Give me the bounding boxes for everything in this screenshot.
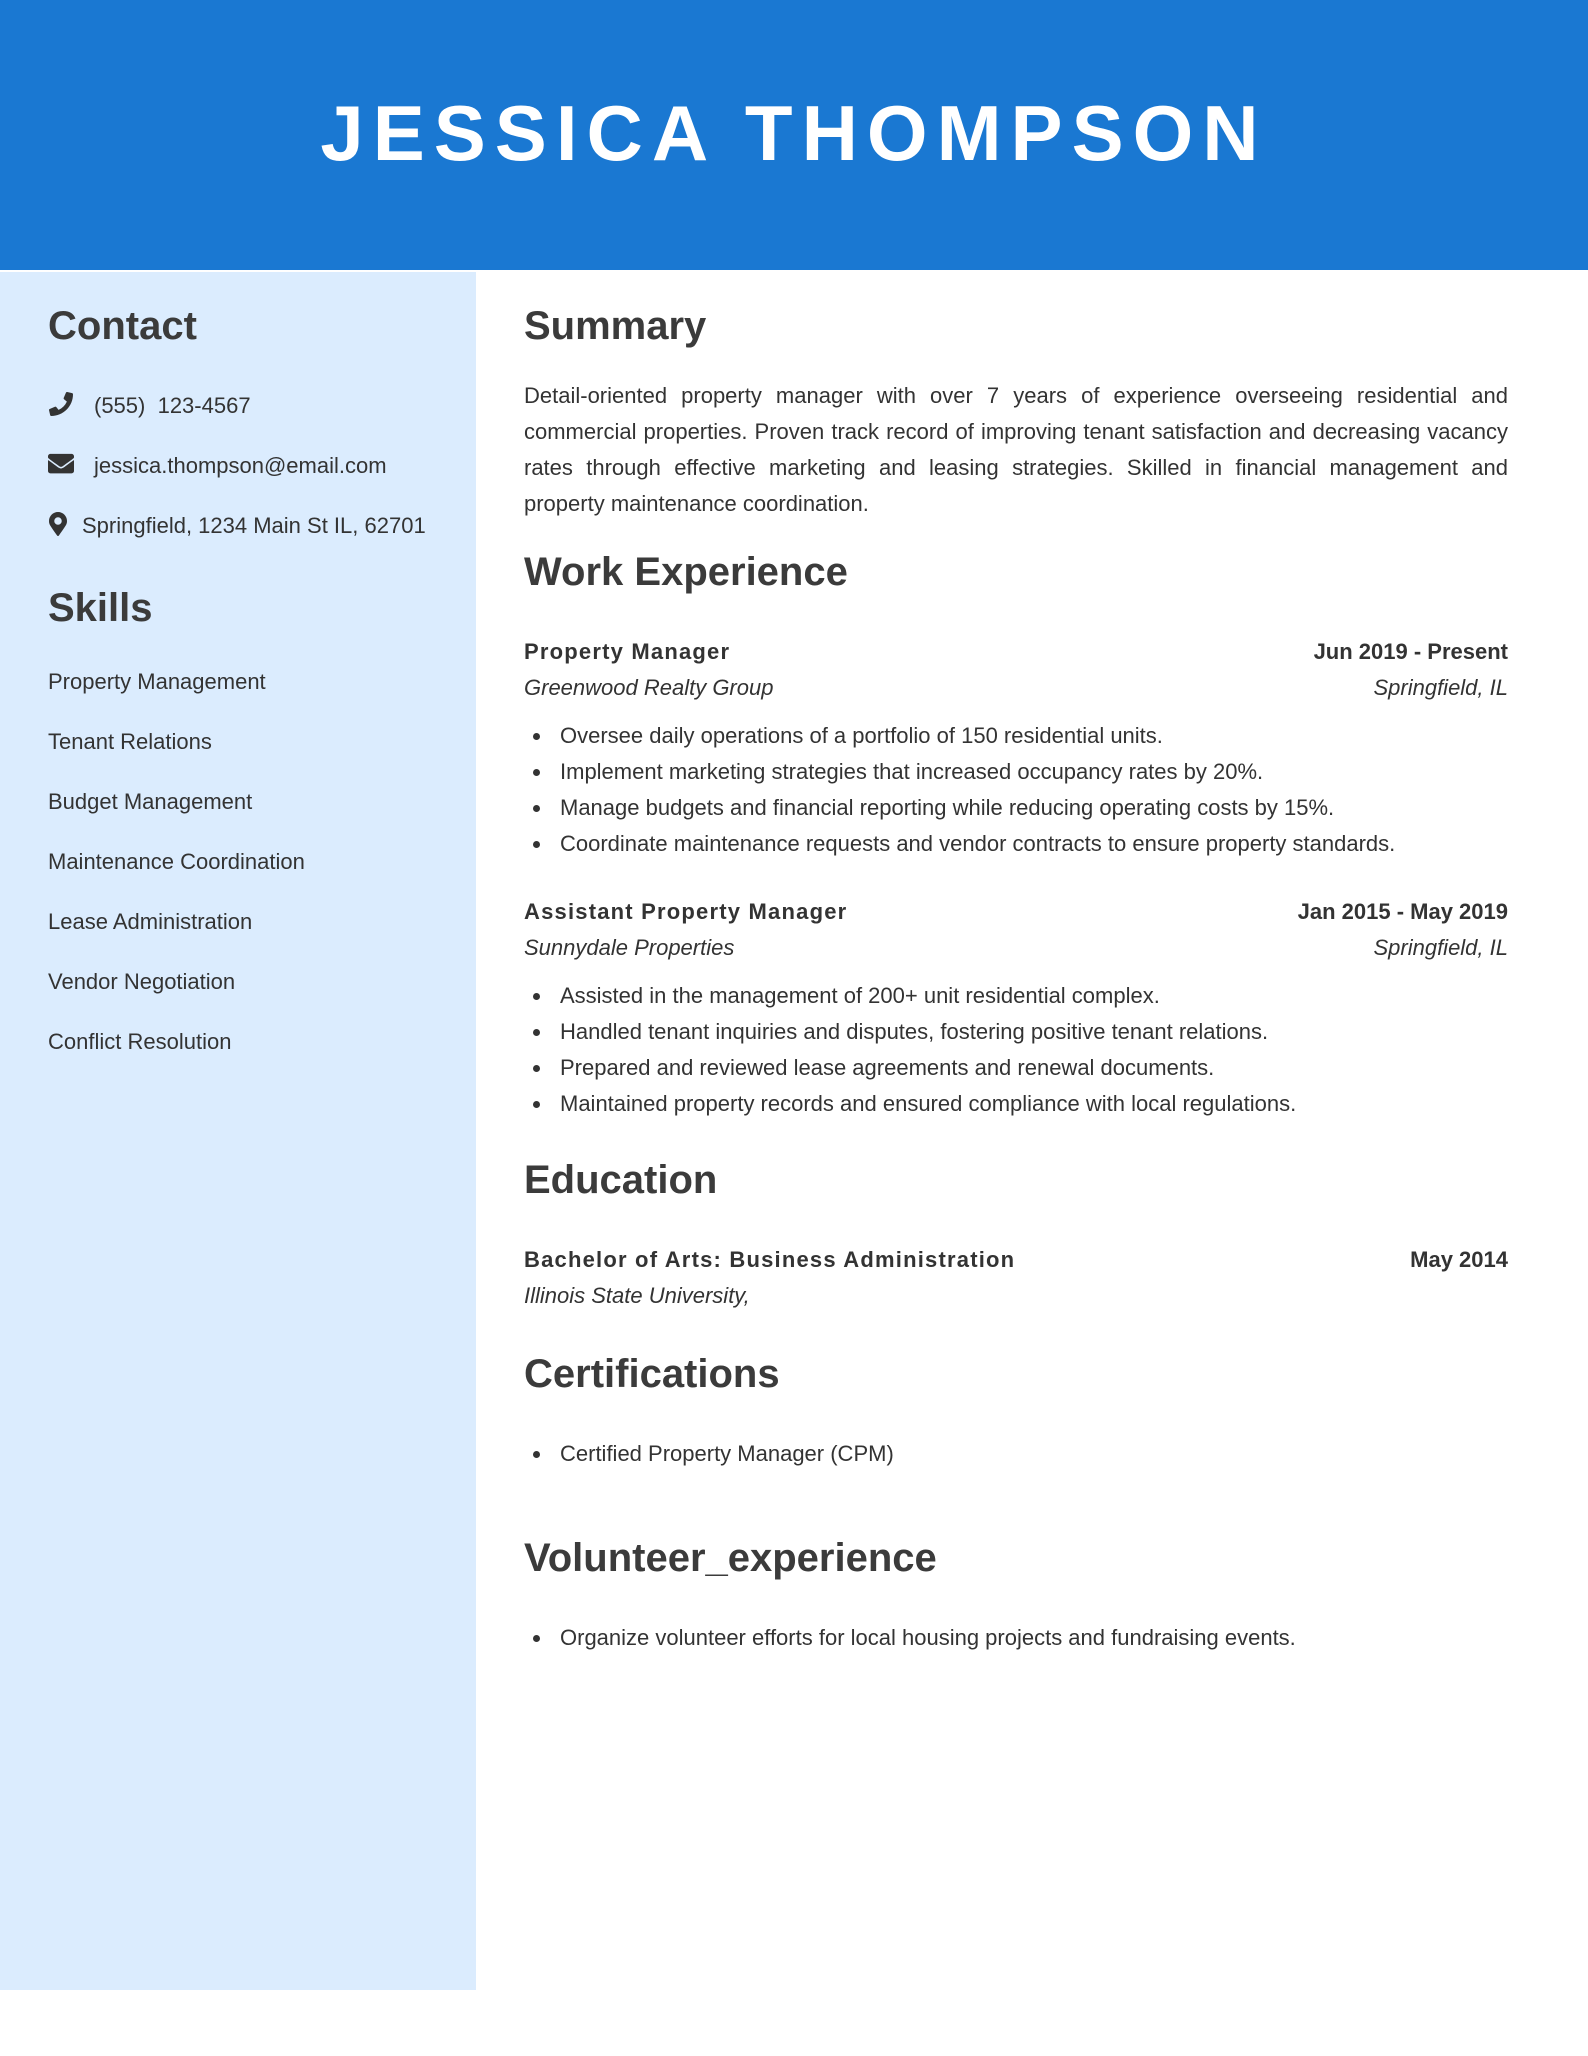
map-marker-icon [48,512,68,536]
address-value: Springfield, 1234 Main St IL, 62701 [82,513,426,538]
email-link[interactable]: jessica.thompson@email.com [94,453,387,478]
job-bullet: Prepared and reviewed lease agreements and renewal documents. [524,1050,1508,1086]
job-bullet: Handled tenant inquiries and disputes, fostering positive tenant relations. [524,1014,1508,1050]
skill-item: Budget Management [48,789,253,814]
work-experience-title: Work Experience [524,550,848,594]
volunteer-item: Organize volunteer efforts for local housing projects and fundraising events. [524,1620,1508,1656]
skills-title: Skills [48,586,153,630]
volunteer-title: Volunteer_experience [524,1536,937,1580]
education-section [524,1156,1508,1314]
skill-item: Tenant Relations [48,729,212,754]
job-location: Springfield, IL [1373,935,1508,960]
education-entry [524,1242,1508,1314]
job-bullet: Implement marketing strategies that increased occupancy rates by 20%. [524,754,1508,790]
job-bullet: Maintained property records and ensured compliance with local regulations. [524,1086,1508,1122]
work-experience-section [524,548,1508,1122]
contact-address [48,508,476,544]
certifications-list [524,1436,1508,1472]
job-bullet: Coordinate maintenance requests and vendor contracts to ensure property standards. [524,826,1508,862]
phone-value: (555) 123-4567 [94,393,251,418]
skill-item: Maintenance Coordination [48,849,305,874]
job-bullet: Assisted in the management of 200+ unit residential complex. [524,978,1508,1014]
job-dates: Jan 2015 - May 2019 [1297,899,1508,924]
certifications-section [524,1350,1508,1472]
certifications-title: Certifications [524,1352,780,1396]
summary-title: Summary [524,304,707,348]
contact-email [48,448,476,484]
main-content [524,272,1508,1656]
certification-item: Certified Property Manager (CPM) [524,1436,1508,1472]
job-dates: Jun 2019 - Present [1313,639,1508,664]
sidebar [0,272,476,1990]
summary-section [524,302,1508,522]
graduation-date: May 2014 [1410,1247,1508,1272]
volunteer-section [524,1534,1508,1656]
resume-header [0,0,1588,270]
contact-phone [48,388,476,424]
job-location: Springfield, IL [1373,675,1508,700]
candidate-name: JESSICA THOMPSON [320,88,1268,177]
job-bullets [524,978,1508,1122]
school: Illinois State University, [524,1283,750,1308]
contact-list [48,388,476,544]
job-bullet: Oversee daily operations of a portfolio of 150 residential units. [524,718,1508,754]
education-title: Education [524,1158,718,1202]
degree: Bachelor of Arts: Business Administration [524,1247,1016,1272]
job-entry [524,894,1508,1122]
skill-item: Lease Administration [48,909,253,934]
job-bullet: Manage budgets and financial reporting while reducing operating costs by 15%. [524,790,1508,826]
job-company: Sunnydale Properties [524,935,735,960]
job-title: Assistant Property Manager [524,899,848,924]
job-bullets [524,718,1508,862]
skill-item: Vendor Negotiation [48,969,236,994]
contact-title: Contact [48,304,197,348]
volunteer-list [524,1620,1508,1656]
job-title: Property Manager [524,639,731,664]
skill-item: Property Management [48,669,266,694]
phone-icon [48,392,74,416]
job-entry [524,634,1508,862]
job-company: Greenwood Realty Group [524,675,774,700]
summary-text: Detail-oriented property manager with over 7 years of experience overseeing residential and commercial properties. Proven track record of improving tenant satisfaction and decreasing vacancy rates through effective marketing and leasing strategies. Skilled in financial management and property maintenance coordination. [524,383,1508,516]
skills-list [48,664,476,1060]
envelope-icon [48,452,74,476]
skill-item: Conflict Resolution [48,1029,232,1054]
